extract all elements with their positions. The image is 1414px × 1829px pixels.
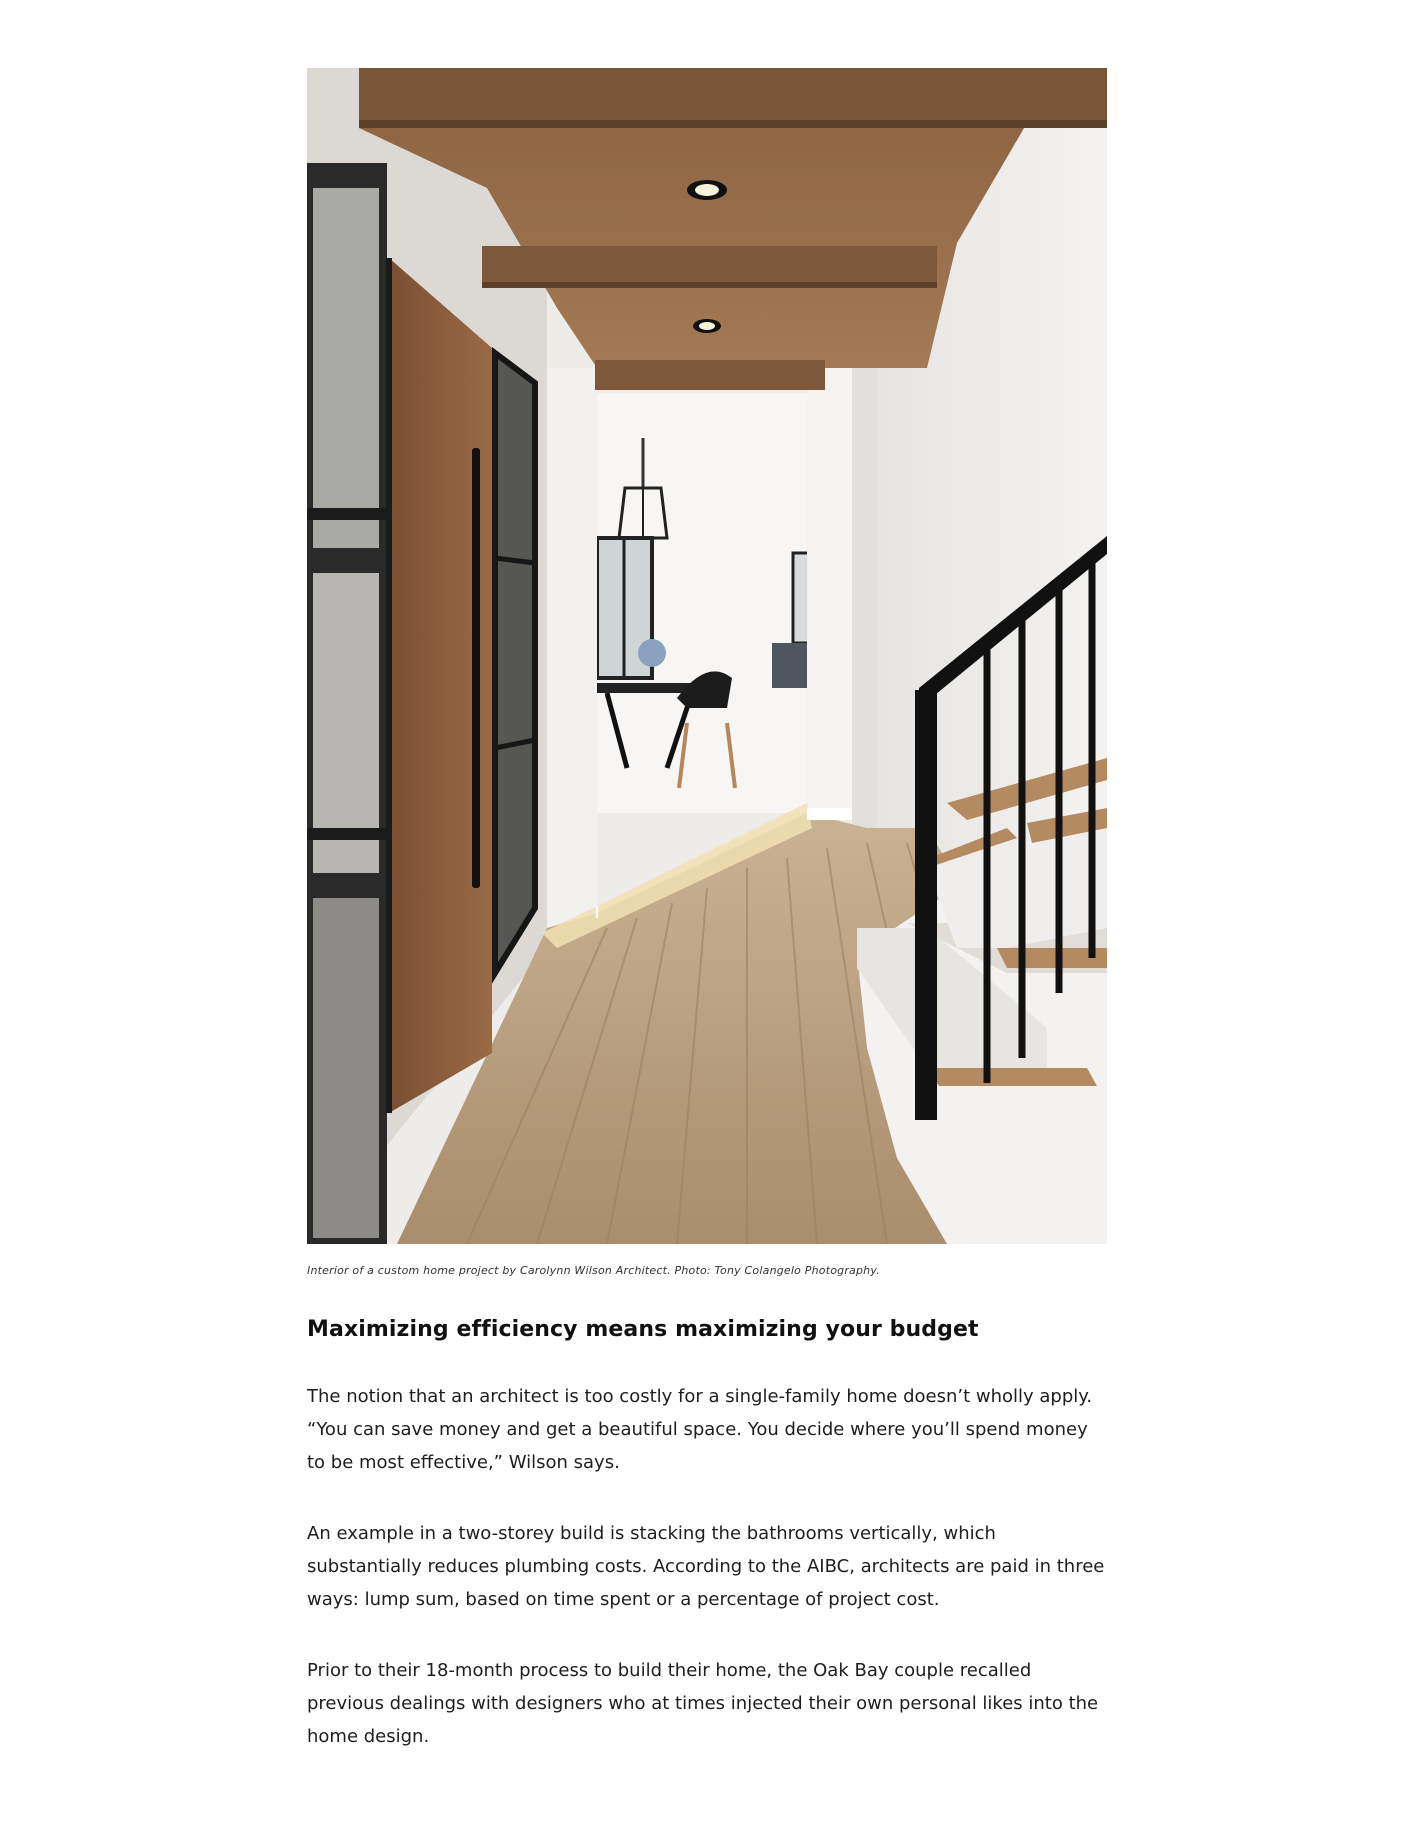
article [307,68,1107,1753]
photo-caption: Interior of a custom home project by Carolynn Wilson Architect. Photo: Tony Colangelo Photography. [307,1264,880,1277]
hallway-illustration [307,68,1107,1244]
paragraph-3: Prior to their 18-month process to build their home, the Oak Bay couple recalled previous dealings with designers who at times injected their own personal likes into the home design. [307,1660,1099,1747]
section-heading: Maximizing efficiency means maximizing your budget [307,1317,979,1342]
paragraph-2: An example in a two-storey build is stacking the bathrooms vertically, which substantially reduces plumbing costs. According to the AIBC, architects are paid in three ways: lump sum, based on time spent or a percentage of project cost. [307,1523,1105,1610]
hallway-photo [307,68,1107,1244]
paragraph-1: The notion that an architect is too costly for a single-family home doesn’t wholly apply. “You can save money and get a beautiful space. You decide where you’ll spend money to be most effective,” Wilson says. [307,1386,1093,1473]
